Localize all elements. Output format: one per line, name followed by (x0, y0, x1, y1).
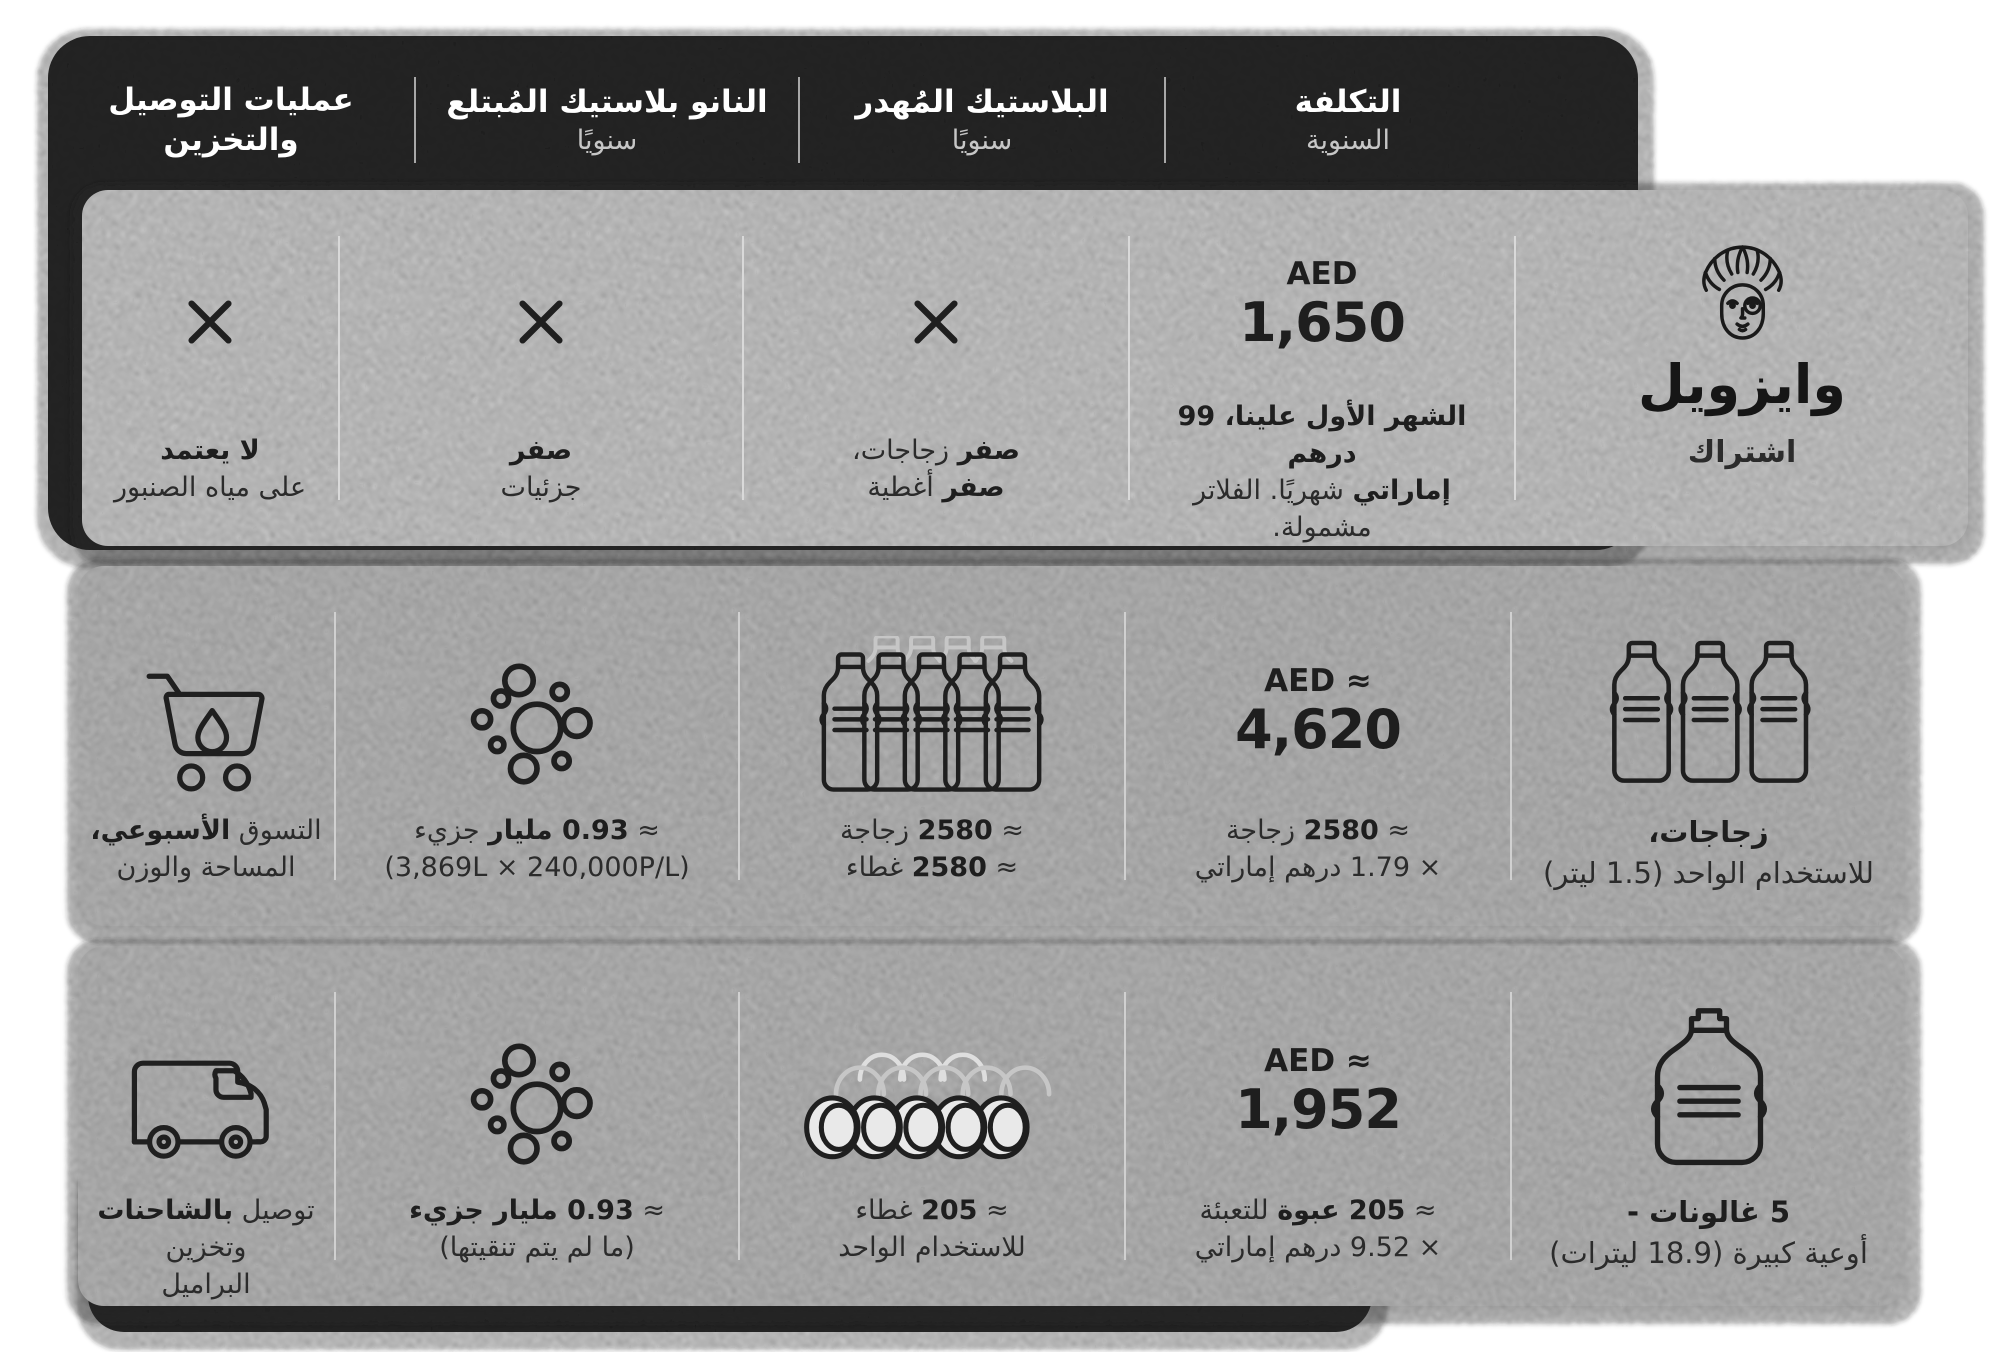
column-divider (1128, 236, 1130, 500)
bottle-caps-icon (801, 1052, 1063, 1176)
col-wasted-plastic (740, 946, 1124, 1306)
column-divider (1510, 612, 1512, 880)
header-col-nano-plastic (416, 82, 798, 158)
header-title: عمليات التوصيل (108, 82, 354, 118)
wasted-plastic-text: ≈ 2580 زجاجة ≈ 2580 غطاء (839, 815, 1025, 883)
x-mark-icon (510, 291, 572, 353)
col-plan-type (1516, 190, 1968, 546)
cost-amount: 1,952 (1235, 1078, 1401, 1141)
col-nano-plastic (340, 190, 742, 546)
column-divider (1124, 992, 1126, 1260)
delivery-text: التسوق الأسبوعي، المساحة والوزن (90, 815, 322, 883)
col-wasted-plastic (740, 566, 1124, 926)
header-subtitle: السنوية (1306, 125, 1390, 156)
cost-note: ≈ 205 عبوة للتعبئة × 9.52 درهم إماراتي (1194, 1195, 1442, 1263)
brand-name: وايزويل (1638, 353, 1846, 416)
x-mark-icon (905, 291, 967, 353)
three-bottles-icon (1606, 638, 1811, 796)
plan-type-text: 5 غالونات - أوعية كبيرة (18.9 ليترات) (1549, 1195, 1868, 1270)
col-plan-type (1512, 566, 1905, 926)
currency-label: AED ≈ (1264, 1043, 1372, 1079)
column-divider (1510, 992, 1512, 1260)
col-annual-cost (1130, 190, 1514, 546)
column-divider (1124, 612, 1126, 880)
x-mark-icon (179, 291, 241, 353)
col-delivery-storage (82, 190, 338, 546)
delivery-text: لا يعتمد على مياه الصنبور (113, 435, 307, 503)
table-header-row (48, 44, 1638, 196)
header-title: النانو بلاستيك المُبتلع (446, 84, 768, 120)
col-wasted-plastic (744, 190, 1128, 546)
five-bottles-icon (818, 636, 1046, 796)
shopping-cart-icon (132, 652, 280, 796)
wisewell-logo-icon (1680, 244, 1805, 348)
column-divider (1514, 236, 1516, 500)
wasted-plastic-text: ≈ 205 غطاء للاستخدام الواحد (838, 1195, 1026, 1263)
header-col-annual-cost (1166, 82, 1530, 158)
header-title-line2: والتخزين (163, 122, 299, 158)
currency-label: AED ≈ (1264, 663, 1372, 699)
nano-plastic-text: صفر جزئيات (500, 435, 582, 503)
plan-row-five-gallons (78, 946, 1905, 1306)
header-title: البلاستيك المُهدر (855, 84, 1109, 120)
col-annual-cost (1126, 566, 1510, 926)
nano-plastic-text: ≈ 0.93 مليار جزيء (ما لم يتم تنقيتها) (409, 1195, 665, 1263)
header-col-delivery-storage (48, 80, 414, 160)
cost-note: الشهر الأول علينا، 99 درهم إماراتي شهريًا. الفلاتر مشمولة. (1177, 401, 1467, 543)
wasted-plastic-text: صفر زجاجات، صفر أغطية (852, 435, 1020, 503)
col-nano-plastic (336, 946, 738, 1306)
column-divider (334, 992, 336, 1260)
column-divider (738, 992, 740, 1260)
header-title: التكلفة (1294, 84, 1402, 120)
col-nano-plastic (336, 566, 738, 926)
cost-amount: 1,650 (1239, 291, 1405, 354)
column-divider (334, 612, 336, 880)
column-divider (738, 612, 740, 880)
delivery-text: توصيل بالشاحنات وتخزين البراميل (97, 1195, 315, 1300)
col-delivery-storage (78, 566, 334, 926)
nano-plastic-text: ≈ 0.93 مليار جزيء (3,869L × 240,000P/L) (384, 815, 690, 883)
header-subtitle: سنويًا (576, 125, 638, 156)
header-divider (798, 77, 800, 163)
header-subtitle: سنويًا (951, 125, 1013, 156)
col-annual-cost (1126, 946, 1510, 1306)
delivery-truck-icon (118, 1048, 294, 1176)
brand-plan-label: اشتراك (1687, 435, 1797, 470)
column-divider (338, 236, 340, 500)
cost-note: ≈ 2580 زجاجة × 1.79 درهم إماراتي (1194, 815, 1442, 883)
header-divider (414, 77, 416, 163)
particles-icon (466, 1034, 608, 1176)
currency-label: AED (1286, 256, 1358, 292)
cost-amount: 4,620 (1235, 698, 1401, 761)
header-divider (1164, 77, 1166, 163)
plan-type-text: زجاجات، للاستخدام الواحد (1.5 ليتر) (1543, 815, 1874, 890)
plan-row-wisewell (82, 190, 1968, 546)
header-col-wasted-plastic (800, 82, 1164, 158)
col-plan-type (1512, 946, 1905, 1306)
gallon-jug-icon (1636, 1006, 1782, 1176)
plan-row-single-use-bottles (78, 566, 1905, 926)
particles-icon (466, 654, 608, 796)
column-divider (742, 236, 744, 500)
col-delivery-storage (78, 946, 334, 1306)
